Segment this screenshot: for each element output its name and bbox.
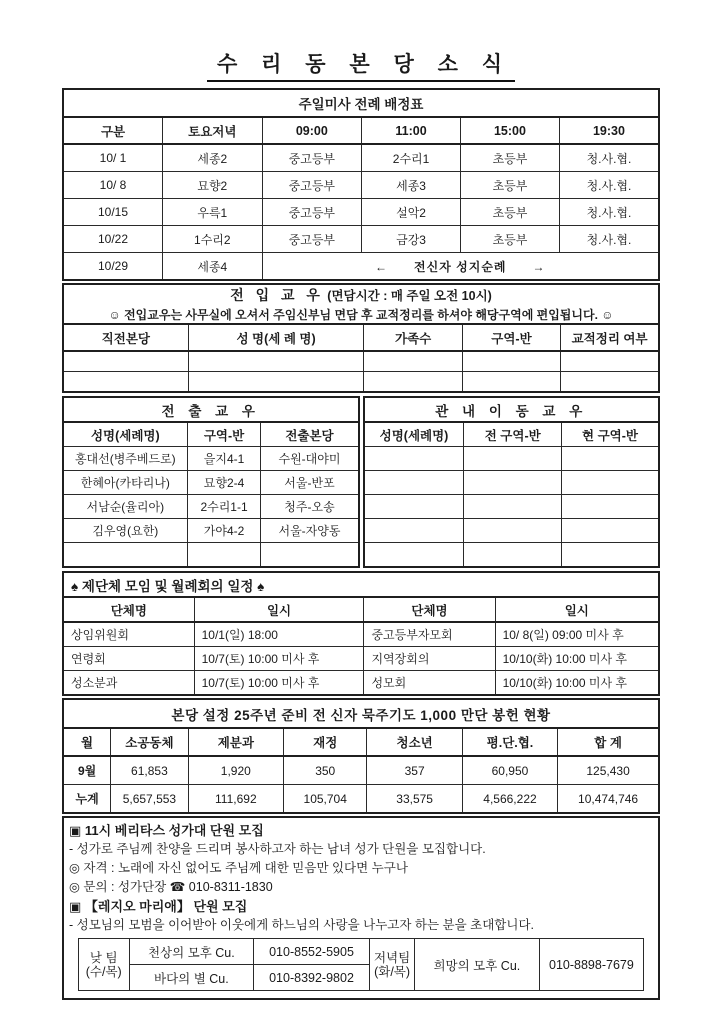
- day-team-label: [78, 939, 129, 991]
- empty-cell: [364, 495, 464, 519]
- day-team-days: (수/목): [85, 964, 122, 979]
- internal-move-col-header: 전 구역-반: [464, 422, 562, 447]
- district: 가야4-2: [187, 519, 261, 543]
- rosary-count: 1,920: [188, 756, 283, 785]
- legio-recruit-line: - 성모님의 모범을 이어받아 이웃에게 하느님의 사랑을 나누고자 하는 분을 초대합니다.: [69, 918, 534, 932]
- meetings-col-header: 단체명: [364, 597, 495, 622]
- mass-cell: 중고등부: [262, 172, 362, 199]
- group-name: 중고등부자모회: [364, 622, 495, 647]
- mass-col-header: 09:00: [262, 117, 362, 144]
- internal-move-col-header: 성명(세례명): [364, 422, 464, 447]
- mass-cell: 초등부: [461, 144, 560, 172]
- transfer-out-table: [62, 396, 360, 568]
- meetings-table: [62, 571, 660, 696]
- destination-parish: 청주-오송: [261, 495, 359, 519]
- legio-contact-table: [78, 938, 644, 991]
- mass-date: 10/22: [63, 226, 163, 253]
- rosary-count: 60,950: [462, 756, 557, 785]
- curia-phone: 010-8392-9802: [254, 965, 370, 991]
- group-name: 연령회: [63, 647, 194, 671]
- mass-schedule-title: 주일미사 전례 배정표: [63, 89, 659, 117]
- empty-cell: [561, 351, 659, 372]
- transfer-in-col-header: 교적정리 여부: [561, 324, 659, 351]
- mass-row: [63, 199, 659, 226]
- meetings-col-header: 일시: [495, 597, 659, 622]
- transfer-in-title-note: (면담시간 : 매 주일 오전 10시): [327, 289, 492, 303]
- transfer-out-col-header: 성명(세례명): [63, 422, 187, 447]
- empty-cell: [561, 519, 659, 543]
- transfer-in-title-cell: [63, 284, 659, 324]
- rosary-count: 111,692: [188, 785, 283, 814]
- empty-cell: [561, 372, 659, 393]
- empty-cell: [464, 471, 562, 495]
- empty-cell: [561, 543, 659, 568]
- meetings-title: ♠ 제단체 모임 및 월례회의 일정 ♠: [63, 572, 659, 597]
- rosary-count: 10,474,746: [558, 785, 659, 814]
- empty-cell: [364, 471, 464, 495]
- mass-schedule-table: [62, 88, 660, 281]
- empty-cell: [464, 519, 562, 543]
- mass-col-header: 11:00: [362, 117, 461, 144]
- meetings-col-header: 일시: [194, 597, 364, 622]
- rosary-col-header: 재정: [284, 728, 367, 756]
- mass-cell: 중고등부: [262, 144, 362, 172]
- transfer-in-col-header: 성 명(세 례 명): [188, 324, 364, 351]
- rosary-title: 본당 설정 25주년 준비 전 신자 묵주기도 1,000 만단 봉헌 현황: [63, 699, 659, 728]
- mass-cell: 중고등부: [262, 226, 362, 253]
- day-team-name: 낮 팀: [89, 950, 118, 965]
- mass-cell: 청.사.협.: [559, 226, 659, 253]
- phone-icon: ☎: [169, 880, 186, 894]
- mass-row: [63, 172, 659, 199]
- empty-cell: [261, 543, 359, 568]
- evening-team-name: 저녁팀: [373, 950, 411, 965]
- empty-cell: [561, 447, 659, 471]
- curia-phone: 010-8552-5905: [254, 939, 370, 965]
- rosary-count: 61,853: [111, 756, 188, 785]
- page-title: [62, 48, 660, 82]
- mass-row: [63, 226, 659, 253]
- internal-move-empty-row: [364, 447, 660, 471]
- mass-cell: 금강3: [362, 226, 461, 253]
- curia-name: 천상의 모후 Cu.: [129, 939, 253, 965]
- rosary-col-header: 소공동체: [111, 728, 188, 756]
- destination-parish: 수원-대야미: [261, 447, 359, 471]
- meetings-row: [63, 671, 659, 696]
- mass-cell: 세종2: [163, 144, 263, 172]
- mass-col-header: 구분: [63, 117, 163, 144]
- mass-cell: 청.사.협.: [559, 144, 659, 172]
- meeting-datetime: 10/ 8(일) 09:00 미사 후: [495, 622, 659, 647]
- meeting-datetime: 10/10(화) 10:00 미사 후: [495, 671, 659, 696]
- meeting-datetime: 10/1(일) 18:00: [194, 622, 364, 647]
- rosary-col-header: 평.단.협.: [462, 728, 557, 756]
- choir-recruit-line: - 성가로 주님께 찬양을 드리며 봉사하고자 하는 남녀 성가 단원을 모집합니다.: [69, 842, 486, 856]
- empty-cell: [464, 495, 562, 519]
- empty-cell: [462, 372, 560, 393]
- transfer-out-row: [63, 471, 359, 495]
- mass-cell: 초등부: [461, 226, 560, 253]
- empty-cell: [561, 495, 659, 519]
- legio-row: [78, 939, 643, 965]
- internal-move-empty-row: [364, 543, 660, 568]
- rosary-col-header: 청소년: [367, 728, 462, 756]
- internal-move-title: 관 내 이 동 교 우: [364, 397, 660, 422]
- mass-row: [63, 144, 659, 172]
- empty-cell: [188, 372, 364, 393]
- empty-cell: [63, 372, 188, 393]
- transfer-out-row: [63, 447, 359, 471]
- transfer-in-table: [62, 283, 660, 393]
- district: 2수리1-1: [187, 495, 261, 519]
- rosary-count: 350: [284, 756, 367, 785]
- page-title-text: 수 리 동 본 당 소 식: [207, 48, 515, 82]
- transfer-out-empty-row: [63, 543, 359, 568]
- legio-recruit-heading: ▣ 【레지오 마리애】 단원 모집: [69, 899, 248, 914]
- mass-cell: 우륵1: [163, 199, 263, 226]
- rosary-count: 105,704: [284, 785, 367, 814]
- mass-date: 10/29: [63, 253, 163, 281]
- curia-phone: 010-8898-7679: [539, 939, 644, 991]
- empty-cell: [63, 543, 187, 568]
- meetings-row: [63, 622, 659, 647]
- transfer-out-col-header: 전출본당: [261, 422, 359, 447]
- district: 을지4-1: [187, 447, 261, 471]
- transfer-in-col-header: 직전본당: [63, 324, 188, 351]
- rosary-count: 357: [367, 756, 462, 785]
- mass-cell: 설악2: [362, 199, 461, 226]
- curia-name: 희망의 모후 Cu.: [415, 939, 539, 991]
- meetings-col-header: 단체명: [63, 597, 194, 622]
- rosary-count: 33,575: [367, 785, 462, 814]
- empty-cell: [188, 351, 364, 372]
- internal-move-empty-row: [364, 471, 660, 495]
- group-name: 성모회: [364, 671, 495, 696]
- meeting-datetime: 10/10(화) 10:00 미사 후: [495, 647, 659, 671]
- rosary-row-total: [63, 785, 659, 814]
- mass-date: 10/ 8: [63, 172, 163, 199]
- internal-move-col-header: 현 구역-반: [561, 422, 659, 447]
- arrow-left-icon: ←: [375, 259, 389, 274]
- transfer-out-title: 전 출 교 우: [63, 397, 359, 422]
- empty-cell: [364, 447, 464, 471]
- choir-contact-line: [69, 878, 653, 897]
- destination-parish: 서울-자양동: [261, 519, 359, 543]
- empty-cell: [364, 519, 464, 543]
- group-name: 지역장회의: [364, 647, 495, 671]
- choir-qualification-line: ◎ 자격 : 노래에 자신 없어도 주님께 대한 믿음만 있다면 누구나: [69, 861, 408, 875]
- mass-cell: 초등부: [461, 172, 560, 199]
- rosary-table: [62, 698, 660, 814]
- empty-cell: [364, 372, 462, 393]
- mass-col-header: 토요저녁: [163, 117, 263, 144]
- mass-cell: 세종4: [163, 253, 263, 281]
- empty-cell: [63, 351, 188, 372]
- empty-cell: [464, 447, 562, 471]
- mass-cell: 초등부: [461, 199, 560, 226]
- empty-cell: [187, 543, 261, 568]
- row-label: 9월: [63, 756, 111, 785]
- mass-cell: 1수리2: [163, 226, 263, 253]
- row-label: 누계: [63, 785, 111, 814]
- empty-cell: [462, 351, 560, 372]
- meeting-datetime: 10/7(토) 10:00 미사 후: [194, 647, 364, 671]
- rosary-count: 125,430: [558, 756, 659, 785]
- transfer-in-title: 전 입 교 우: [230, 287, 324, 303]
- group-name: 성소분과: [63, 671, 194, 696]
- rosary-col-header: 제분과: [188, 728, 283, 756]
- transfer-in-empty-row: [63, 372, 659, 393]
- mass-col-header: 19:30: [559, 117, 659, 144]
- pilgrimage-merged-cell: [262, 253, 659, 281]
- meeting-datetime: 10/7(토) 10:00 미사 후: [194, 671, 364, 696]
- evening-team-days: (화/목): [374, 964, 411, 979]
- empty-cell: [364, 543, 464, 568]
- transfer-out-row: [63, 519, 359, 543]
- arrow-right-icon: →: [532, 259, 546, 274]
- internal-move-empty-row: [364, 495, 660, 519]
- notices-section: [62, 816, 660, 1000]
- mass-cell: 세종3: [362, 172, 461, 199]
- transfer-in-col-header: 가족수: [364, 324, 462, 351]
- empty-cell: [561, 471, 659, 495]
- mass-cell: 청.사.협.: [559, 199, 659, 226]
- member-name: 홍대선(병주베드로): [63, 447, 187, 471]
- pilgrimage-label: 전신자 성지순례: [414, 259, 507, 274]
- internal-move-table: [363, 396, 661, 568]
- transfer-in-empty-row: [63, 351, 659, 372]
- rosary-col-header: 합 계: [558, 728, 659, 756]
- member-name: 김우영(요한): [63, 519, 187, 543]
- empty-cell: [464, 543, 562, 568]
- rosary-col-header: 월: [63, 728, 111, 756]
- choir-contact-phone: 010-8311-1830: [188, 880, 273, 894]
- transfer-in-col-header: 구역-반: [462, 324, 560, 351]
- mass-date: 10/15: [63, 199, 163, 226]
- member-name: 한혜아(카타리나): [63, 471, 187, 495]
- choir-contact-prefix: ◎ 문의 : 성가단장: [69, 880, 167, 894]
- mass-row-pilgrimage: [63, 253, 659, 281]
- transfer-out-row: [63, 495, 359, 519]
- evening-team-label: [369, 939, 414, 991]
- choir-recruit-heading: ▣ 11시 베리타스 성가대 단원 모집: [69, 823, 264, 838]
- district: 묘향2-4: [187, 471, 261, 495]
- mass-cell: 중고등부: [262, 199, 362, 226]
- transfer-pair-section: [62, 396, 660, 568]
- rosary-count: 4,566,222: [462, 785, 557, 814]
- curia-name: 바다의 별 Cu.: [129, 965, 253, 991]
- transfer-out-col-header: 구역-반: [187, 422, 261, 447]
- mass-cell: 묘향2: [163, 172, 263, 199]
- destination-parish: 서울-반포: [261, 471, 359, 495]
- rosary-row-month: [63, 756, 659, 785]
- mass-col-header: 15:00: [461, 117, 560, 144]
- meetings-row: [63, 647, 659, 671]
- transfer-in-subtitle: ☺ 전입교우는 사무실에 오셔서 주임신부님 면담 후 교적정리를 하셔야 해당구역에 편입됩니다. ☺: [108, 308, 614, 322]
- mass-date: 10/ 1: [63, 144, 163, 172]
- internal-move-empty-row: [364, 519, 660, 543]
- rosary-count: 5,657,553: [111, 785, 188, 814]
- mass-cell: 2수리1: [362, 144, 461, 172]
- member-name: 서남순(율리아): [63, 495, 187, 519]
- empty-cell: [364, 351, 462, 372]
- mass-cell: 청.사.협.: [559, 172, 659, 199]
- group-name: 상임위원회: [63, 622, 194, 647]
